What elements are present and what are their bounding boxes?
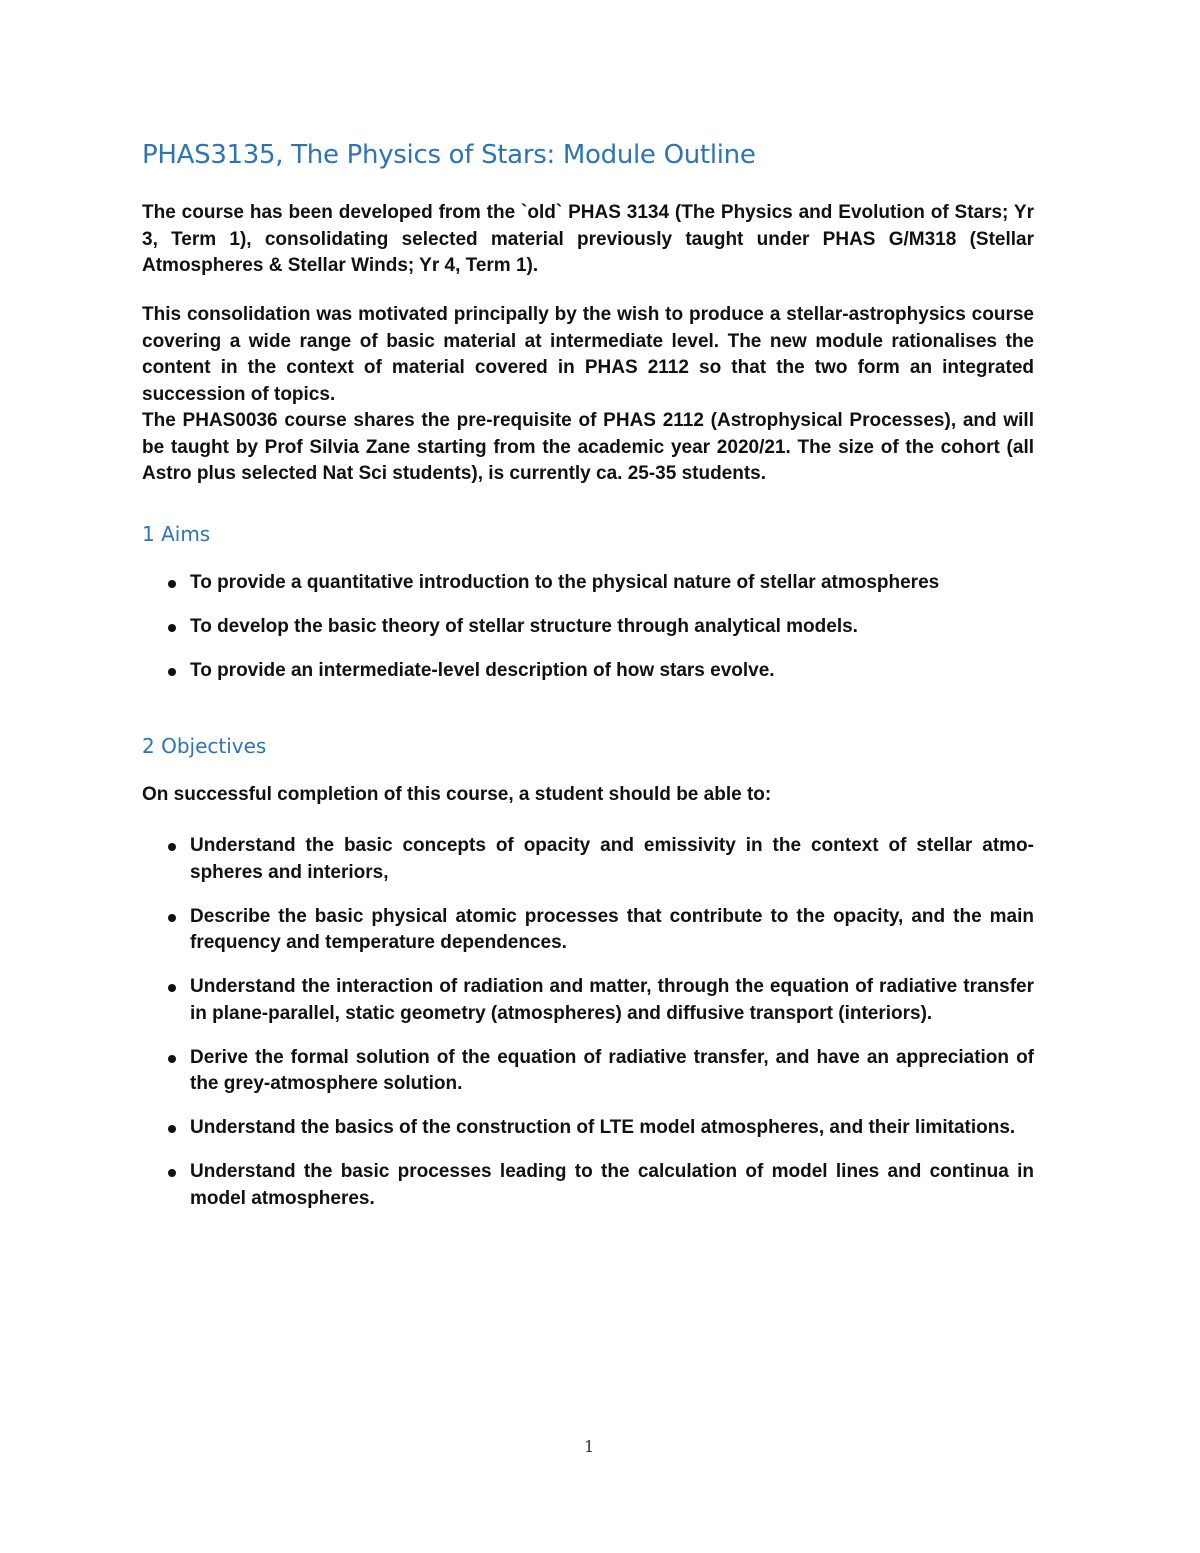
list-item — [142, 833, 1034, 886]
page-title: PHAS3135, The Physics of Stars: Module Outline — [142, 140, 756, 170]
list-item — [142, 1045, 1034, 1098]
objectives-lead: On successful completion of this course, a student should be able to: — [142, 784, 772, 805]
objectives-heading: 2 Objectives — [142, 734, 267, 758]
bullet-icon — [168, 668, 176, 676]
list-item — [142, 658, 1034, 685]
list-item — [142, 1115, 1034, 1142]
objective-text: Understand the basic concepts of opacity and emissivity in the context of stellar atmo-spheres and interiors, — [190, 835, 1034, 883]
bullet-icon — [168, 914, 176, 922]
bullet-icon — [168, 624, 176, 632]
objective-text: Derive the formal solution of the equation of radiative transfer, and have an appreciation of the grey-atmosphere solution. — [190, 1046, 1034, 1094]
intro-paragraph-3: The PHAS0036 course shares the pre-requisite of PHAS 2112 (Astrophysical Processes), and will be taught by Prof Silvia Zane starting from the academic year 2020/21. The size of the cohort (all Astro plus selected Nat Sci students), is currently ca. 25-35 students. — [142, 410, 1034, 484]
aim-text: To provide an intermediate-level description of how stars evolve. — [190, 660, 775, 681]
list-item — [142, 904, 1034, 957]
objective-text: Understand the interaction of radiation and matter, through the equation of radiative transfer in plane-parallel, static geometry (atmospheres) and diffusive transport (interiors). — [190, 976, 1034, 1024]
intro-paragraph-2: This consolidation was motivated principally by the wish to produce a stellar-astrophysics course covering a wide range of basic material at intermediate level. The new module rationalises the content in the context of material covered in PHAS 2112 so that the two form an integrated succession of topics. — [142, 304, 1034, 405]
page-number: 1 — [584, 1437, 595, 1456]
bullet-icon — [168, 1055, 176, 1063]
objective-text: Describe the basic physical atomic processes that contribute to the opacity, and the main frequency and temperature dependences. — [190, 905, 1034, 953]
bullet-icon — [168, 984, 176, 992]
bullet-icon — [168, 1125, 176, 1133]
aim-text: To develop the basic theory of stellar structure through analytical models. — [190, 616, 858, 637]
aims-list — [142, 570, 1034, 702]
list-item — [142, 570, 1034, 597]
aim-text: To provide a quantitative introduction to the physical nature of stellar atmospheres — [190, 572, 940, 593]
list-item — [142, 974, 1034, 1027]
list-item — [142, 614, 1034, 641]
bullet-icon — [168, 580, 176, 588]
objective-text: Understand the basics of the construction of LTE model atmospheres, and their limitations. — [190, 1117, 1016, 1138]
aims-heading: 1 Aims — [142, 522, 211, 546]
list-item — [142, 1159, 1034, 1212]
objective-text: Understand the basic processes leading to the calculation of model lines and continua in model atmospheres. — [190, 1161, 1034, 1209]
intro-paragraph-1: The course has been developed from the `old` PHAS 3134 (The Physics and Evolution of Stars; Yr 3, Term 1), consolidating selected material previously taught under PHAS G/M318 (Stellar Atmospheres & Stellar Winds; Yr 4, Term 1). — [142, 202, 1034, 276]
bullet-icon — [168, 843, 176, 851]
bullet-icon — [168, 1169, 176, 1177]
objectives-list — [142, 833, 1034, 1230]
